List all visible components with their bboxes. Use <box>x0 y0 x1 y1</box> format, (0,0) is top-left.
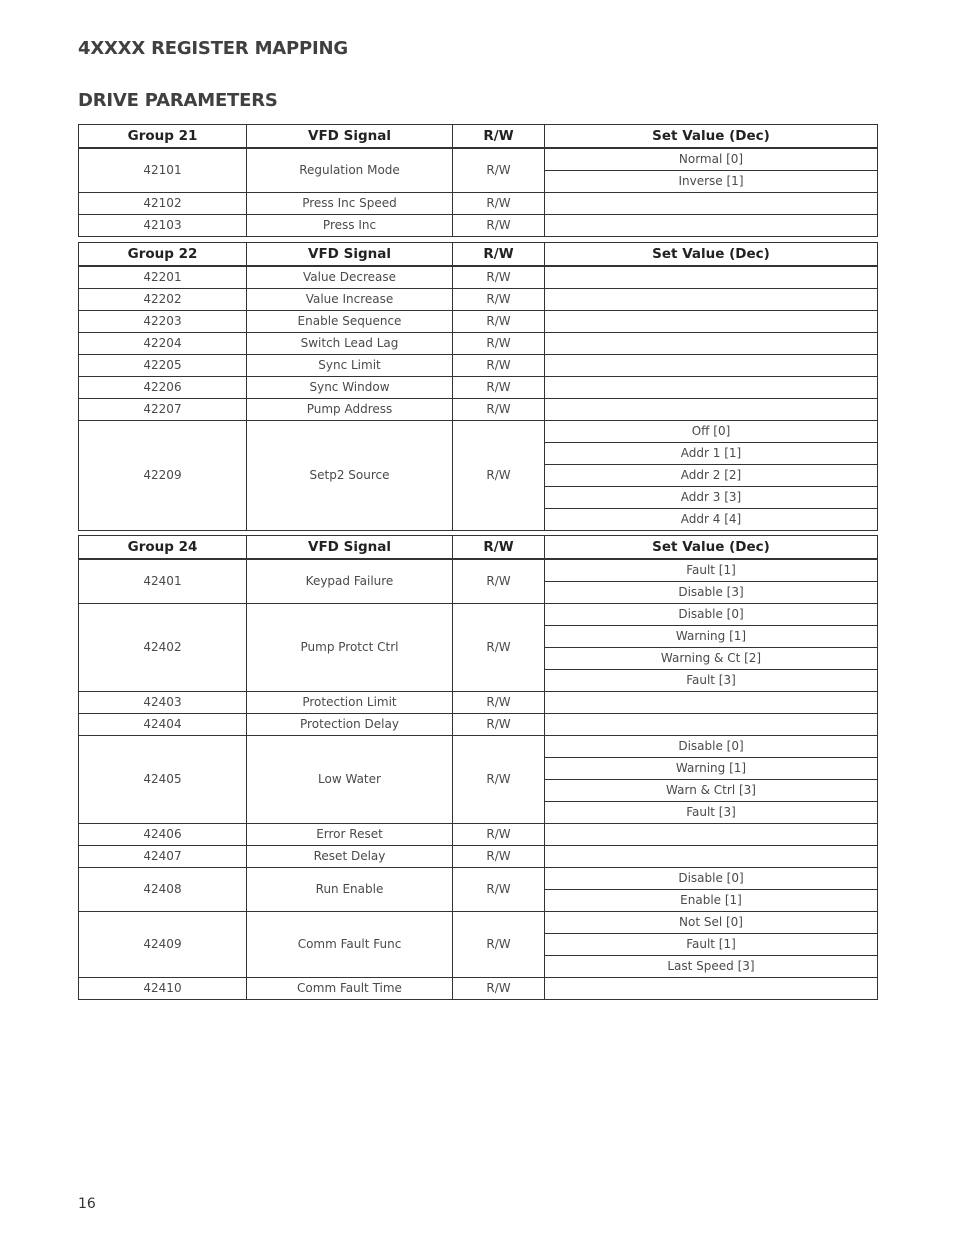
set-value-cell: Disable [0] <box>545 736 878 758</box>
rw-cell: R/W <box>453 148 545 193</box>
rw-header: R/W <box>453 125 545 149</box>
section-title: DRIVE PARAMETERS <box>78 90 278 111</box>
set-value-cell <box>545 846 878 868</box>
register-cell: 42410 <box>79 978 247 1000</box>
table-row <box>79 215 878 237</box>
group-header: Group 24 <box>79 536 247 560</box>
register-cell: 42207 <box>79 399 247 421</box>
signal-header: VFD Signal <box>247 125 453 149</box>
set-value-cell <box>545 692 878 714</box>
set-value-cell <box>545 193 878 215</box>
signal-cell: Setp2 Source <box>247 421 453 531</box>
rw-cell: R/W <box>453 868 545 912</box>
table-row <box>79 289 878 311</box>
signal-cell: Error Reset <box>247 824 453 846</box>
set-value-cell <box>545 311 878 333</box>
signal-cell: Value Decrease <box>247 266 453 289</box>
set-value-cell: Fault [1] <box>545 934 878 956</box>
signal-header: VFD Signal <box>247 536 453 560</box>
set-value-cell: Inverse [1] <box>545 171 878 193</box>
signal-header: VFD Signal <box>247 243 453 267</box>
page-title: 4XXXX REGISTER MAPPING <box>78 38 348 59</box>
register-cell: 42403 <box>79 692 247 714</box>
table-row <box>79 193 878 215</box>
set-value-cell: Warn & Ctrl [3] <box>545 780 878 802</box>
set-value-cell <box>545 978 878 1000</box>
signal-cell: Comm Fault Func <box>247 912 453 978</box>
set-value-cell: Addr 4 [4] <box>545 509 878 531</box>
register-cell: 42409 <box>79 912 247 978</box>
group-header: Group 22 <box>79 243 247 267</box>
set-value-cell: Disable [3] <box>545 582 878 604</box>
rw-cell: R/W <box>453 604 545 692</box>
set-value-header: Set Value (Dec) <box>545 125 878 149</box>
signal-cell: Regulation Mode <box>247 148 453 193</box>
set-value-cell <box>545 355 878 377</box>
page-number: 16 <box>78 1196 96 1212</box>
set-value-cell: Fault [1] <box>545 559 878 582</box>
table-row <box>79 355 878 377</box>
set-value-cell <box>545 377 878 399</box>
register-cell: 42102 <box>79 193 247 215</box>
register-cell: 42407 <box>79 846 247 868</box>
set-value-cell: Fault [3] <box>545 802 878 824</box>
table-row <box>79 399 878 421</box>
rw-cell: R/W <box>453 193 545 215</box>
rw-cell: R/W <box>453 692 545 714</box>
rw-cell: R/W <box>453 355 545 377</box>
table-row <box>79 912 878 934</box>
signal-cell: Press Inc Speed <box>247 193 453 215</box>
signal-cell: Sync Limit <box>247 355 453 377</box>
signal-cell: Sync Window <box>247 377 453 399</box>
set-value-cell <box>545 714 878 736</box>
signal-cell: Press Inc <box>247 215 453 237</box>
set-value-cell: Off [0] <box>545 421 878 443</box>
rw-header: R/W <box>453 536 545 560</box>
register-cell: 42209 <box>79 421 247 531</box>
rw-cell: R/W <box>453 333 545 355</box>
rw-cell: R/W <box>453 978 545 1000</box>
signal-cell: Keypad Failure <box>247 559 453 604</box>
register-cell: 42408 <box>79 868 247 912</box>
set-value-cell: Normal [0] <box>545 148 878 171</box>
set-value-cell <box>545 215 878 237</box>
set-value-cell: Addr 3 [3] <box>545 487 878 509</box>
rw-header: R/W <box>453 243 545 267</box>
signal-cell: Protection Limit <box>247 692 453 714</box>
signal-cell: Switch Lead Lag <box>247 333 453 355</box>
set-value-cell <box>545 289 878 311</box>
signal-cell: Run Enable <box>247 868 453 912</box>
set-value-cell: Warning [1] <box>545 626 878 648</box>
set-value-cell: Not Sel [0] <box>545 912 878 934</box>
set-value-cell: Addr 2 [2] <box>545 465 878 487</box>
signal-cell: Protection Delay <box>247 714 453 736</box>
register-cell: 42404 <box>79 714 247 736</box>
table-row <box>79 824 878 846</box>
register-cell: 42201 <box>79 266 247 289</box>
rw-cell: R/W <box>453 266 545 289</box>
rw-cell: R/W <box>453 559 545 604</box>
signal-cell: Low Water <box>247 736 453 824</box>
rw-cell: R/W <box>453 399 545 421</box>
table-row <box>79 604 878 626</box>
table-header-row <box>79 125 878 149</box>
set-value-cell <box>545 333 878 355</box>
set-value-cell: Fault [3] <box>545 670 878 692</box>
set-value-cell: Warning & Ct [2] <box>545 648 878 670</box>
table-row <box>79 868 878 890</box>
rw-cell: R/W <box>453 846 545 868</box>
set-value-cell: Disable [0] <box>545 868 878 890</box>
register-cell: 42202 <box>79 289 247 311</box>
set-value-cell: Last Speed [3] <box>545 956 878 978</box>
rw-cell: R/W <box>453 289 545 311</box>
group-22-table <box>78 242 878 531</box>
table-row <box>79 978 878 1000</box>
set-value-cell: Warning [1] <box>545 758 878 780</box>
table-header-row <box>79 243 878 267</box>
register-cell: 42402 <box>79 604 247 692</box>
group-21-table <box>78 124 878 237</box>
group-header: Group 21 <box>79 125 247 149</box>
register-cell: 42205 <box>79 355 247 377</box>
table-row <box>79 846 878 868</box>
signal-cell: Comm Fault Time <box>247 978 453 1000</box>
set-value-cell <box>545 824 878 846</box>
register-cell: 42401 <box>79 559 247 604</box>
table-row <box>79 692 878 714</box>
rw-cell: R/W <box>453 912 545 978</box>
signal-cell: Pump Protct Ctrl <box>247 604 453 692</box>
rw-cell: R/W <box>453 215 545 237</box>
table-row <box>79 559 878 582</box>
table-row <box>79 148 878 171</box>
group-24-table <box>78 535 878 1000</box>
register-cell: 42101 <box>79 148 247 193</box>
table-row <box>79 736 878 758</box>
rw-cell: R/W <box>453 736 545 824</box>
signal-cell: Value Increase <box>247 289 453 311</box>
set-value-header: Set Value (Dec) <box>545 243 878 267</box>
register-cell: 42405 <box>79 736 247 824</box>
table-row <box>79 714 878 736</box>
set-value-cell: Addr 1 [1] <box>545 443 878 465</box>
set-value-cell <box>545 399 878 421</box>
rw-cell: R/W <box>453 824 545 846</box>
register-cell: 42103 <box>79 215 247 237</box>
table-row <box>79 311 878 333</box>
rw-cell: R/W <box>453 421 545 531</box>
set-value-cell <box>545 266 878 289</box>
table-header-row <box>79 536 878 560</box>
rw-cell: R/W <box>453 311 545 333</box>
set-value-header: Set Value (Dec) <box>545 536 878 560</box>
set-value-cell: Disable [0] <box>545 604 878 626</box>
register-cell: 42406 <box>79 824 247 846</box>
table-row <box>79 377 878 399</box>
table-row <box>79 421 878 443</box>
register-cell: 42204 <box>79 333 247 355</box>
rw-cell: R/W <box>453 714 545 736</box>
register-cell: 42203 <box>79 311 247 333</box>
table-row <box>79 266 878 289</box>
signal-cell: Reset Delay <box>247 846 453 868</box>
register-cell: 42206 <box>79 377 247 399</box>
table-row <box>79 333 878 355</box>
signal-cell: Enable Sequence <box>247 311 453 333</box>
signal-cell: Pump Address <box>247 399 453 421</box>
set-value-cell: Enable [1] <box>545 890 878 912</box>
rw-cell: R/W <box>453 377 545 399</box>
